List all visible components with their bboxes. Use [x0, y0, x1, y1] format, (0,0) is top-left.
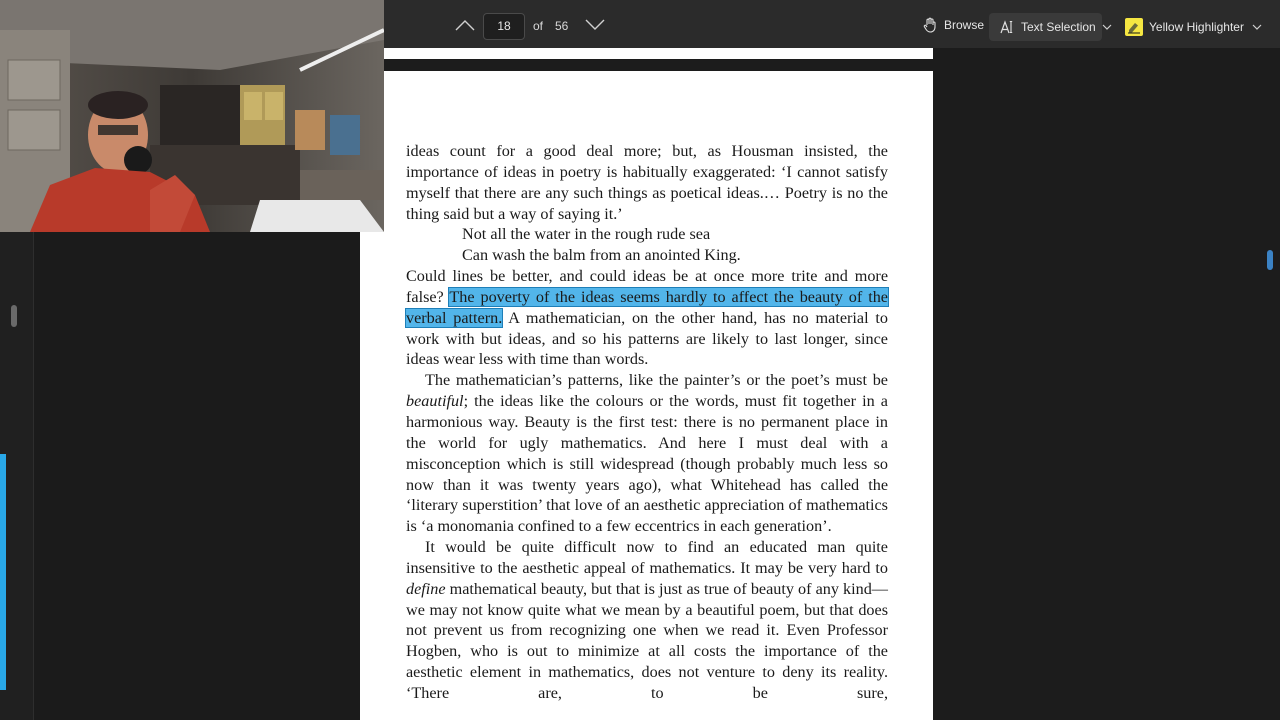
- page-of-label: of: [533, 19, 544, 33]
- chevron-down-icon: [1102, 24, 1112, 30]
- highlighter-button[interactable]: [1125, 13, 1244, 41]
- left-side-panel: [0, 232, 34, 720]
- pdf-toolbar: [384, 0, 1280, 48]
- paragraph[interactable]: [406, 370, 888, 537]
- hand-icon: [922, 17, 938, 33]
- text-selection-dropdown[interactable]: [1099, 13, 1115, 41]
- document-scrollbar-thumb[interactable]: [1267, 250, 1273, 270]
- paragraph[interactable]: [406, 537, 888, 704]
- emphasis-text[interactable]: beautiful: [406, 392, 464, 411]
- previous-page-edge: [384, 48, 933, 59]
- paragraph-text[interactable]: It would be quite difficult now to find an educated man quite insensitive to the aesthetic appeal of mathematics. It may be very hard to: [406, 538, 888, 577]
- text-selection-button[interactable]: [989, 13, 1102, 41]
- webcam-feed-image: [0, 0, 384, 232]
- verse-line[interactable]: Can wash the balm from an anointed King.: [462, 246, 741, 265]
- document-scrollbar[interactable]: [1262, 48, 1280, 720]
- previous-page-button[interactable]: [454, 14, 476, 36]
- paragraph[interactable]: ideas count for a good deal more; but, as Housman insisted, the importance of ideas in poetry is habitually exaggerated: ‘I cannot satisfy myself that there are any such things as poetical ideas.… Poetry is no the thing said but a way of saying it.’: [406, 142, 888, 223]
- paragraph-text[interactable]: Could lines be better, and could ideas be at once more trite and more false?: [406, 267, 888, 306]
- chevron-up-icon: [455, 19, 475, 31]
- paragraph-text[interactable]: A mathematician, on the other hand, has no material to work with but ideas, and so his patterns are likely to last longer, since ideas wear less with time than words.: [406, 308, 889, 369]
- next-page-button[interactable]: [584, 14, 606, 36]
- page-gutter: [34, 232, 360, 720]
- paragraph[interactable]: [406, 266, 888, 370]
- highlighter-label: Yellow Highlighter: [1149, 20, 1244, 34]
- selected-text[interactable]: The poverty of the ideas seems hardly to affect the beauty of the verbal pattern.: [406, 287, 888, 327]
- webcam-overlay: [0, 0, 384, 232]
- browse-button[interactable]: [922, 14, 984, 36]
- left-accent-bar: [0, 454, 6, 690]
- browse-label: Browse: [944, 18, 985, 32]
- emphasis-text[interactable]: define: [406, 579, 446, 598]
- paragraph-text[interactable]: mathematical beauty, but that is just as true of beauty of any kind—we may not know quite what we mean by a beautiful poem, but that does not prevent us from recognizing one when we read it. Even Professor Hogben, who is out to minimize at all costs the importance of the aesthetic element in mathematics, does not venture to deny its reality. ‘There are, to be sure,: [406, 579, 888, 702]
- highlighter-dropdown[interactable]: [1250, 14, 1264, 40]
- verse-line[interactable]: Not all the water in the rough rude sea: [462, 225, 711, 244]
- page-text: [406, 141, 888, 704]
- left-panel-scrollbar[interactable]: [11, 305, 17, 327]
- chevron-down-icon: [585, 19, 605, 31]
- pdf-page[interactable]: [360, 71, 933, 720]
- chevron-down-icon: [1252, 24, 1262, 30]
- text-cursor-icon: [999, 19, 1015, 35]
- text-selection-label: Text Selection: [1021, 20, 1096, 34]
- paragraph-text[interactable]: ; the ideas like the colours or the words, must fit together in a harmonious way. Beauty is the first test: there is no permanent place in the world for ugly mathematics. And here I must deal with a misconception which is still widespread (though probably much less so now than it was twenty years ago), what Whitehead has called the ‘literary superstition’ that love of an aesthetic appreciation of mathematics is ‘a monomania confined to a few eccentrics in each generation’.: [406, 392, 888, 536]
- highlighter-icon: [1125, 18, 1143, 36]
- total-pages: 56: [555, 19, 569, 33]
- page-number-input[interactable]: 18: [483, 13, 525, 40]
- paragraph-text[interactable]: The mathematician’s patterns, like the painter’s or the poet’s must be: [425, 371, 888, 390]
